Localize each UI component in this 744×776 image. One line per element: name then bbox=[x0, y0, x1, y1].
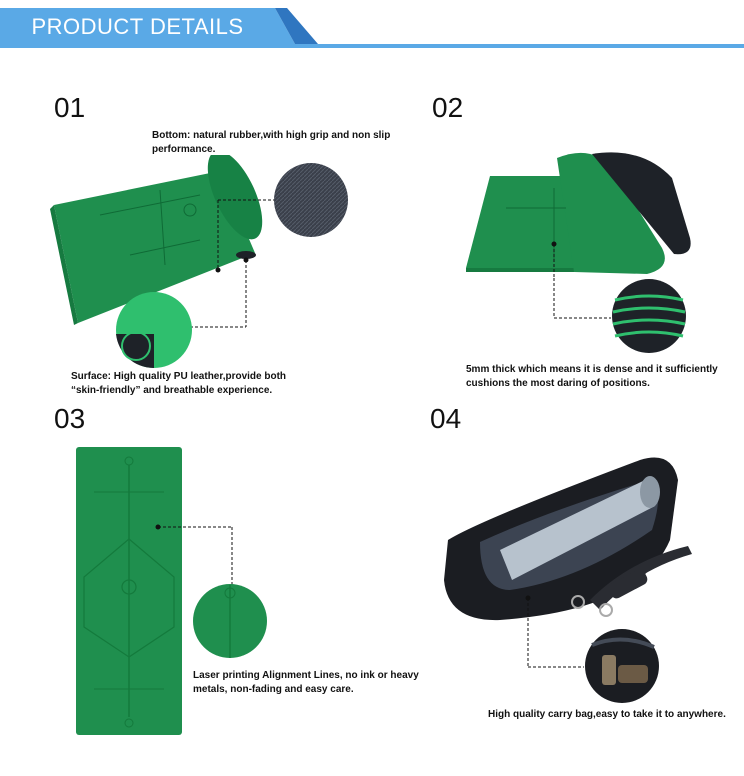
section-02-caption: 5mm thick which means it is dense and it sufficiently cushions the most daring of positions. bbox=[466, 364, 718, 389]
page-title: PRODUCT DETAILS bbox=[31, 14, 244, 39]
section-03-caption: Laser printing Alignment Lines, no ink or heavy metals, non-fading and easy care. bbox=[193, 670, 419, 695]
rubber-texture-zoom-icon bbox=[272, 161, 350, 239]
zipper-zoom-icon bbox=[526, 627, 676, 707]
section-number-01: 01 bbox=[54, 92, 86, 123]
section-number-04: 04 bbox=[430, 403, 462, 434]
yoga-mat-thick-image bbox=[462, 148, 702, 278]
thickness-zoom-icon bbox=[553, 278, 693, 358]
section-number-03: 03 bbox=[54, 403, 86, 434]
section-number-02: 02 bbox=[432, 92, 464, 123]
section-01-caption-bottom: Bottom: natural rubber,with high grip and non slip performance. bbox=[152, 130, 391, 155]
alignment-lines-zoom-icon bbox=[158, 523, 268, 663]
section-01-caption-surface: Surface: High quality PU leather,provide both “skin-friendly” and breathable experience. bbox=[71, 371, 287, 396]
surface-zoom-icon bbox=[114, 290, 194, 370]
section-04-caption: High quality carry bag,easy to take it to anywhere. bbox=[488, 709, 726, 720]
